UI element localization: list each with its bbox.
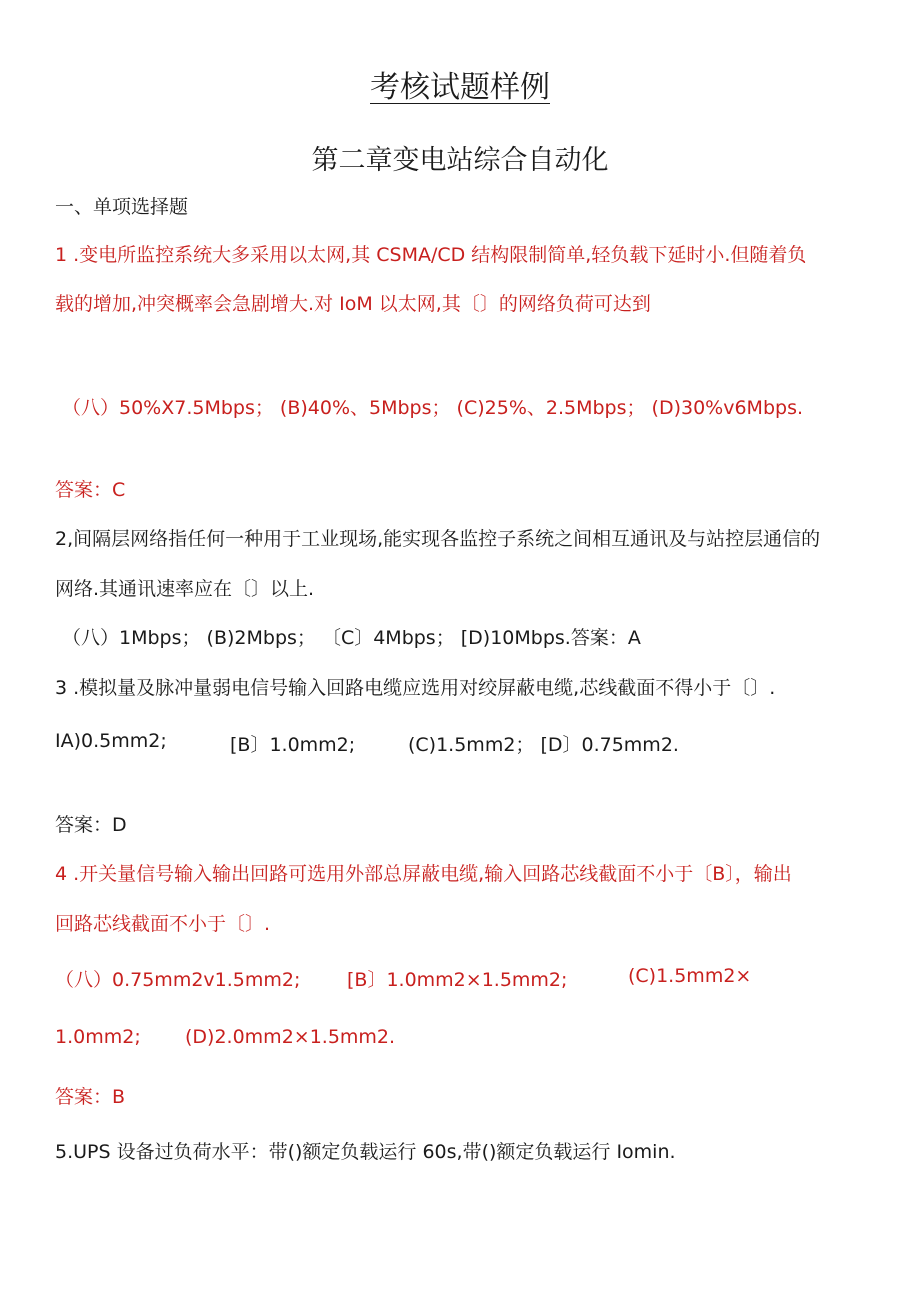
question-5-line-1: 5.UPS 设备过负荷水平：带()额定负载运行 60s,带()额定负载运行 Iomin. (55, 1141, 676, 1163)
question-1-answer: 答案：C (55, 479, 126, 501)
question-4-option-c-cont: 1.0mm2; (55, 1026, 141, 1048)
question-4-option-a: （八）0.75mm2v1.5mm2; (55, 969, 301, 991)
section-heading: 一、单项选择题 (55, 196, 189, 218)
question-1-line-2: 载的增加,冲突概率会急剧增大.对 IoM 以太网,其〔〕的网络负荷可达到 (55, 293, 651, 315)
chapter-heading: 第二章变电站综合自动化 (311, 145, 609, 176)
question-4-line-2: 回路芯线截面不小于〔〕. (55, 913, 271, 935)
question-3-answer: 答案：D (55, 814, 127, 836)
question-4-answer: 答案：B (55, 1086, 126, 1108)
question-2-line-2: 网络.其通讯速率应在〔〕以上. (55, 578, 315, 600)
question-4-line-1: 4 .开关量信号输入输出回路可选用外部总屏蔽电缆,输入回路芯线截面不小于〔B〕，输出 (55, 863, 792, 885)
question-3-option-cd: (C)1.5mm2； [D〕0.75mm2. (408, 734, 679, 756)
question-1-line-1: 1 .变电所监控系统大多采用以太网,其 CSMA/CD 结构限制简单,轻负载下延时小.但随着负 (55, 244, 807, 266)
question-3-line-1: 3 .模拟量及脉冲量弱电信号输入回路电缆应选用对绞屏蔽电缆,芯线截面不得小于〔〕. (55, 677, 776, 699)
question-2-options: （八）1Mbps； (B)2Mbps； 〔C〕4Mbps； [D)10Mbps.答案：A (62, 627, 641, 649)
question-4-option-b: [B〕1.0mm2×1.5mm2; (347, 969, 568, 991)
document-title: 考核试题样例 (370, 70, 550, 105)
question-1-options: （八）50%X7.5Mbps； (B)40%、5Mbps； (C)25%、2.5Mbps； (D)30%v6Mbps. (62, 397, 804, 419)
question-4-option-c: (C)1.5mm2× (628, 965, 752, 987)
question-4-option-d: (D)2.0mm2×1.5mm2. (185, 1026, 396, 1048)
question-3-option-a: IA)0.5mm2; (55, 730, 167, 752)
question-3-option-b: [B〕1.0mm2; (230, 734, 356, 756)
question-2-line-1: 2,间隔层网络指任何一种用于工业现场,能实现各监控子系统之间相互通讯及与站控层通信的 (55, 528, 821, 550)
